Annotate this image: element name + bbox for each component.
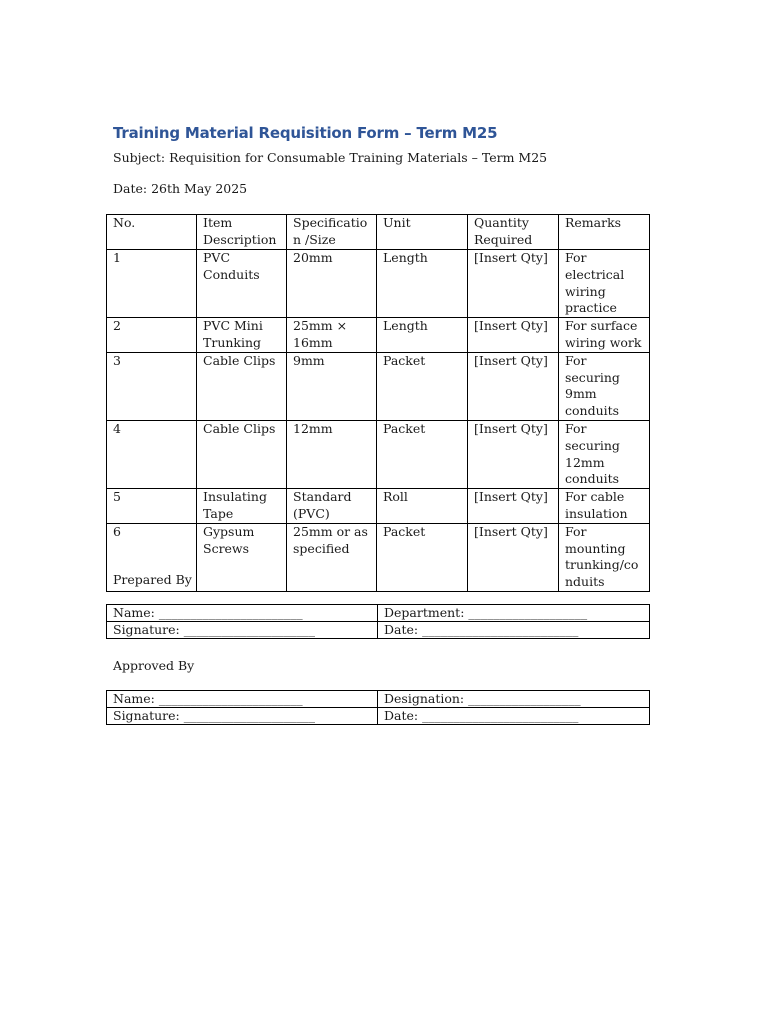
- table-row: [107, 250, 650, 318]
- cell-item: PVC Conduits: [197, 250, 287, 318]
- date-line: Date: 26th May 2025: [113, 181, 248, 196]
- header-cell-remarks: Remarks: [559, 215, 650, 250]
- cell-qty: [Insert Qty]: [468, 250, 559, 318]
- prepared-name-field[interactable]: Name: _______________________: [107, 605, 378, 622]
- prepared-date-field[interactable]: Date: _________________________: [378, 622, 650, 639]
- cell-spec: 12mm: [287, 420, 377, 488]
- cell-unit: Length: [377, 318, 468, 353]
- approved-designation-field[interactable]: Designation: __________________: [378, 691, 650, 708]
- header-cell-specification: Specification /Size: [287, 215, 377, 250]
- approved-name-field[interactable]: Name: _______________________: [107, 691, 378, 708]
- prepared-row-1: [107, 605, 650, 622]
- cell-no: 3: [107, 352, 197, 420]
- approved-signature-field[interactable]: Signature: _____________________: [107, 708, 378, 725]
- prepared-by-label: Prepared By: [113, 572, 192, 587]
- header-cell-quantity: Quantity Required: [468, 215, 559, 250]
- cell-no: 5: [107, 489, 197, 524]
- header-cell-unit: Unit: [377, 215, 468, 250]
- page-title: Training Material Requisition Form – Term M25: [113, 124, 498, 142]
- subject-line: Subject: Requisition for Consumable Training Materials – Term M25: [113, 150, 548, 165]
- cell-qty: [Insert Qty]: [468, 420, 559, 488]
- cell-item: PVC Mini Trunking: [197, 318, 287, 353]
- cell-unit: Packet: [377, 523, 468, 591]
- table-row: [107, 420, 650, 488]
- cell-no: 2: [107, 318, 197, 353]
- cell-spec: 25mm or as specified: [287, 523, 377, 591]
- requisition-table: [106, 214, 650, 592]
- cell-item: Gypsum Screws: [197, 523, 287, 591]
- cell-qty: [Insert Qty]: [468, 523, 559, 591]
- cell-no: 6: [107, 523, 197, 591]
- cell-remarks: For securing 9mm conduits: [559, 352, 650, 420]
- cell-item: Insulating Tape: [197, 489, 287, 524]
- cell-unit: Roll: [377, 489, 468, 524]
- header-cell-item-description: Item Description: [197, 215, 287, 250]
- table-row: [107, 352, 650, 420]
- approved-by-table: [106, 690, 650, 725]
- cell-item: Cable Clips: [197, 420, 287, 488]
- cell-item: Cable Clips: [197, 352, 287, 420]
- cell-unit: Packet: [377, 352, 468, 420]
- cell-qty: [Insert Qty]: [468, 318, 559, 353]
- approved-date-field[interactable]: Date: _________________________: [378, 708, 650, 725]
- prepared-row-2: [107, 622, 650, 639]
- table-row: [107, 318, 650, 353]
- cell-spec: 20mm: [287, 250, 377, 318]
- cell-remarks: For securing 12mm conduits: [559, 420, 650, 488]
- cell-no: 4: [107, 420, 197, 488]
- cell-remarks: For electrical wiring practice: [559, 250, 650, 318]
- cell-qty: [Insert Qty]: [468, 489, 559, 524]
- header-cell-no: No.: [107, 215, 197, 250]
- prepared-by-table: [106, 604, 650, 639]
- approved-by-label: Approved By: [113, 658, 195, 673]
- approved-row-1: [107, 691, 650, 708]
- prepared-department-field[interactable]: Department: ___________________: [378, 605, 650, 622]
- cell-spec: 25mm × 16mm: [287, 318, 377, 353]
- table-header-row: [107, 215, 650, 250]
- cell-qty: [Insert Qty]: [468, 352, 559, 420]
- approved-row-2: [107, 708, 650, 725]
- table-row: [107, 489, 650, 524]
- cell-remarks: For surface wiring work: [559, 318, 650, 353]
- cell-no: 1: [107, 250, 197, 318]
- cell-spec: 9mm: [287, 352, 377, 420]
- cell-remarks: For cable insulation: [559, 489, 650, 524]
- prepared-signature-field[interactable]: Signature: _____________________: [107, 622, 378, 639]
- cell-remarks: For mounting trunking/conduits: [559, 523, 650, 591]
- cell-spec: Standard (PVC): [287, 489, 377, 524]
- cell-unit: Packet: [377, 420, 468, 488]
- cell-unit: Length: [377, 250, 468, 318]
